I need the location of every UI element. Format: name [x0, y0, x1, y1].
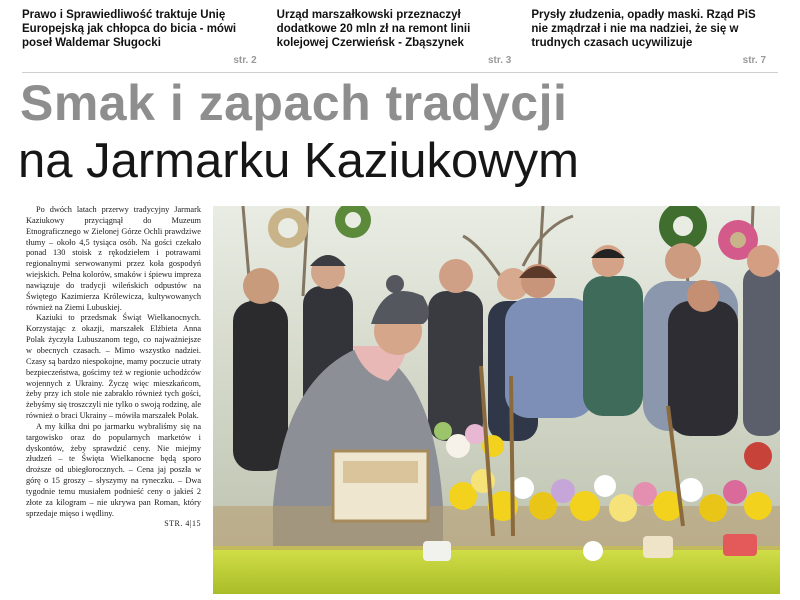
teaser-2-page: str. 3: [487, 55, 512, 66]
teaser-1-title: Prawo i Sprawiedliwość traktuje Unię Europejską jak chłopca do bicia - mówi poseł Waldemar Sługocki: [22, 9, 237, 49]
teaser-strip: [22, 8, 778, 70]
article-body: [26, 205, 201, 595]
teaser-3-page: str. 7: [742, 55, 767, 66]
article-paragraph: A my kilka dni po jarmarku wybraliśmy się na targowisko oraz do popularnych marketów i dyskontów, żeby sprawdzić ceny. Nie miejmy złudzeń – te Święta Wielkanocne będą sporo droższe od ubiegłorocznych. – Cena jaj poszła w górę o 15 groszy – słyszymy na ryneczku. – Dwa tygodnie temu musiałem podnieść ceny o jakieś 2 złote za kilogram – nie ukrywa pan Roman, który sprzedaje mięso i wędliny.: [26, 421, 201, 518]
teaser-1-page: str. 2: [233, 55, 257, 66]
headline-line-1: Smak i zapach tradycji: [20, 75, 568, 131]
page-reference: STR. 4|15: [164, 519, 201, 529]
teaser-3-title: Prysły złudzenia, opadły maski. Rząd PiS nie zmądrzał i nie ma nadziei, że się w trudnych czasach ucywilizuje: [531, 9, 756, 49]
teaser-2-title: Urząd marszałkowski przeznaczył dodatkowe 20 mln zł na remont linii kolejowej Czerwieńsk - Zbąszynek: [276, 9, 471, 49]
article-paragraph: Kaziuki to przedsmak Świąt Wielkanocnych. Korzystając z okazji, marszałek Elżbieta Anna Polak życzyła Lubuszanom tego, co najważniejsze w obecnych czasach. – Mimo wszystko nadziei. Czasy są bardzo niespokojne, mamy poczucie utraty bezpieczeństwa, gościmy też w regionie uchodźców wojennych z Ukrainy. Życzę więc mieszkańcom, żeby przy ich stole nie zabrakło również tych gości, żebyśmy się troszczyli nie tylko o swoją rodzinę, ale również o braci Ukrainy – mówiła marszałek Polak.: [26, 313, 201, 421]
teaser-divider: [22, 72, 778, 73]
teaser-3[interactable]: [523, 8, 778, 70]
teaser-2[interactable]: [269, 8, 524, 70]
article-paragraph: Po dwóch latach przerwy tradycyjny Jarmark Kaziukowy przyciągnął do Muzeum Etnograficznego w Zielonej Górze Ochli prawdziwe tłumy – około 4,5 tysiąca osób. Na gości czekało ponad 130 stoisk z rękodziełem i potrawami regionalnymi serwowanymi przez koła gospodyń wiejskich. Pełna kolorów, smaków i śpiewu impreza nawiązuje do tradycji wileńskich odpustów na Świętego Kazimierza Królewicza, kultywowanych również na Ziemi Lubuskiej.: [26, 205, 201, 312]
headline-line-2: na Jarmarku Kaziukowym: [18, 134, 579, 188]
fair-photo: [213, 206, 780, 594]
teaser-1[interactable]: [22, 8, 269, 70]
fair-photo-illustration: [213, 206, 780, 594]
